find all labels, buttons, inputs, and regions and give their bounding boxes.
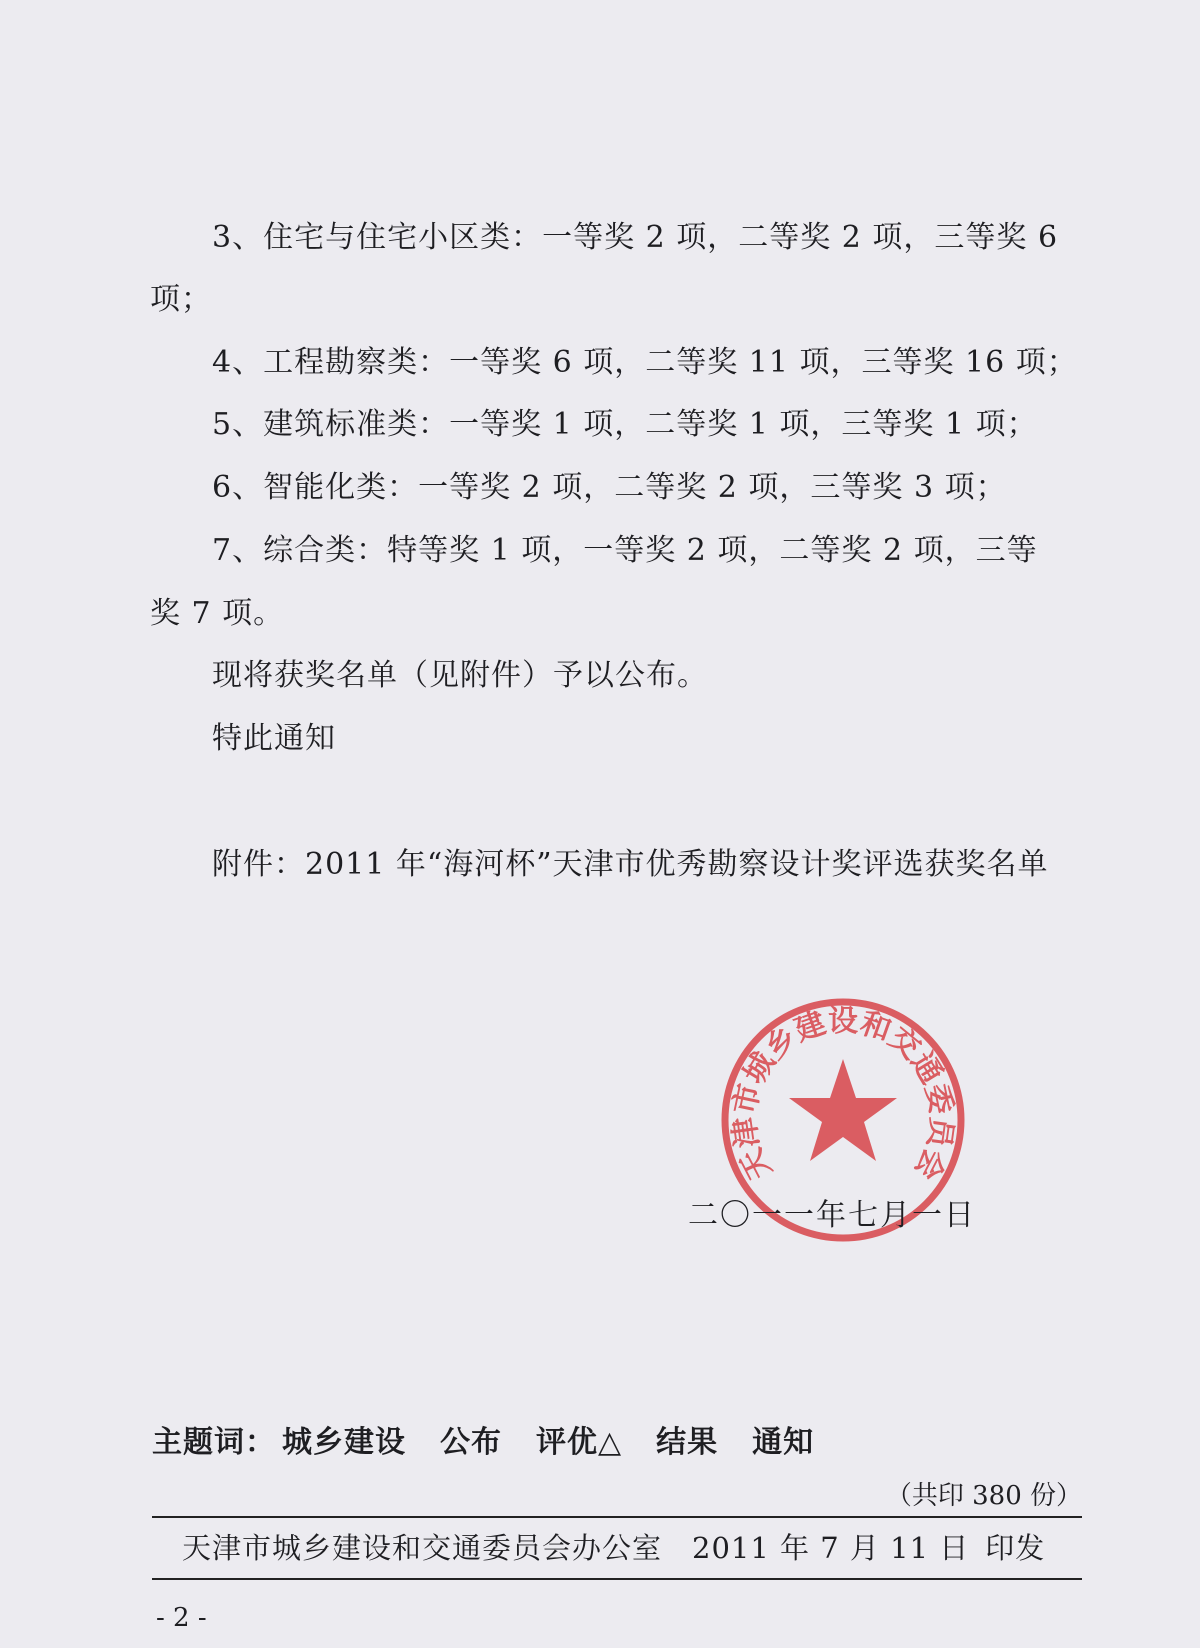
seal-star-icon bbox=[789, 1059, 897, 1161]
subject-keyword: 公布 bbox=[440, 1425, 502, 1460]
issue-date: 2011 年 7 月 11 日 bbox=[692, 1531, 970, 1565]
body-line-item-4: 4、工程勘察类：一等奖 6 项，二等奖 11 项，三等奖 16 项； bbox=[212, 345, 1078, 380]
issue-footer bbox=[182, 1526, 1045, 1567]
body-line-announce: 现将获奖名单（见附件）予以公布。 bbox=[212, 658, 708, 693]
subject-label: 主题词： bbox=[152, 1425, 276, 1460]
body-line-item-7: 7、综合类：特等奖 1 项，一等奖 2 项，二等奖 2 项，三等 bbox=[212, 533, 1038, 568]
body-line-attachment: 附件：2011 年“海河杯”天津市优秀勘察设计奖评选获奖名单 bbox=[212, 847, 1049, 882]
seal-text: 天津市城乡建设和交通委员会 bbox=[727, 1004, 959, 1186]
subject-keyword: 通知 bbox=[752, 1425, 815, 1460]
print-copies: （共印 380 份） bbox=[885, 1481, 1082, 1511]
page-number: - 2 - bbox=[156, 1603, 207, 1633]
footer-rule-bottom bbox=[152, 1578, 1082, 1580]
subject-keyword: 城乡建设 bbox=[282, 1425, 406, 1460]
body-line-item-7-cont: 奖 7 项。 bbox=[150, 596, 285, 631]
body-line-notice: 特此通知 bbox=[212, 721, 336, 756]
body-line-item-3-cont: 项； bbox=[150, 282, 212, 317]
subject-keyword: 评优△ bbox=[536, 1425, 623, 1460]
body-line-item-6: 6、智能化类：一等奖 2 项，二等奖 2 项，三等奖 3 项； bbox=[212, 470, 1007, 505]
footer-rule-top bbox=[152, 1516, 1082, 1518]
subject-words bbox=[152, 1417, 848, 1461]
issue-action: 印发 bbox=[985, 1531, 1046, 1565]
issuer: 天津市城乡建设和交通委员会办公室 bbox=[182, 1531, 663, 1565]
body-line-item-5: 5、建筑标准类：一等奖 1 项，二等奖 1 项，三等奖 1 项； bbox=[212, 407, 1038, 442]
body-line-item-3: 3、住宅与住宅小区类：一等奖 2 项，二等奖 2 项，三等奖 6 bbox=[212, 220, 1059, 255]
signature-date: 二〇一一年七月一日 bbox=[688, 1198, 976, 1233]
subject-keyword: 结果 bbox=[656, 1425, 719, 1460]
